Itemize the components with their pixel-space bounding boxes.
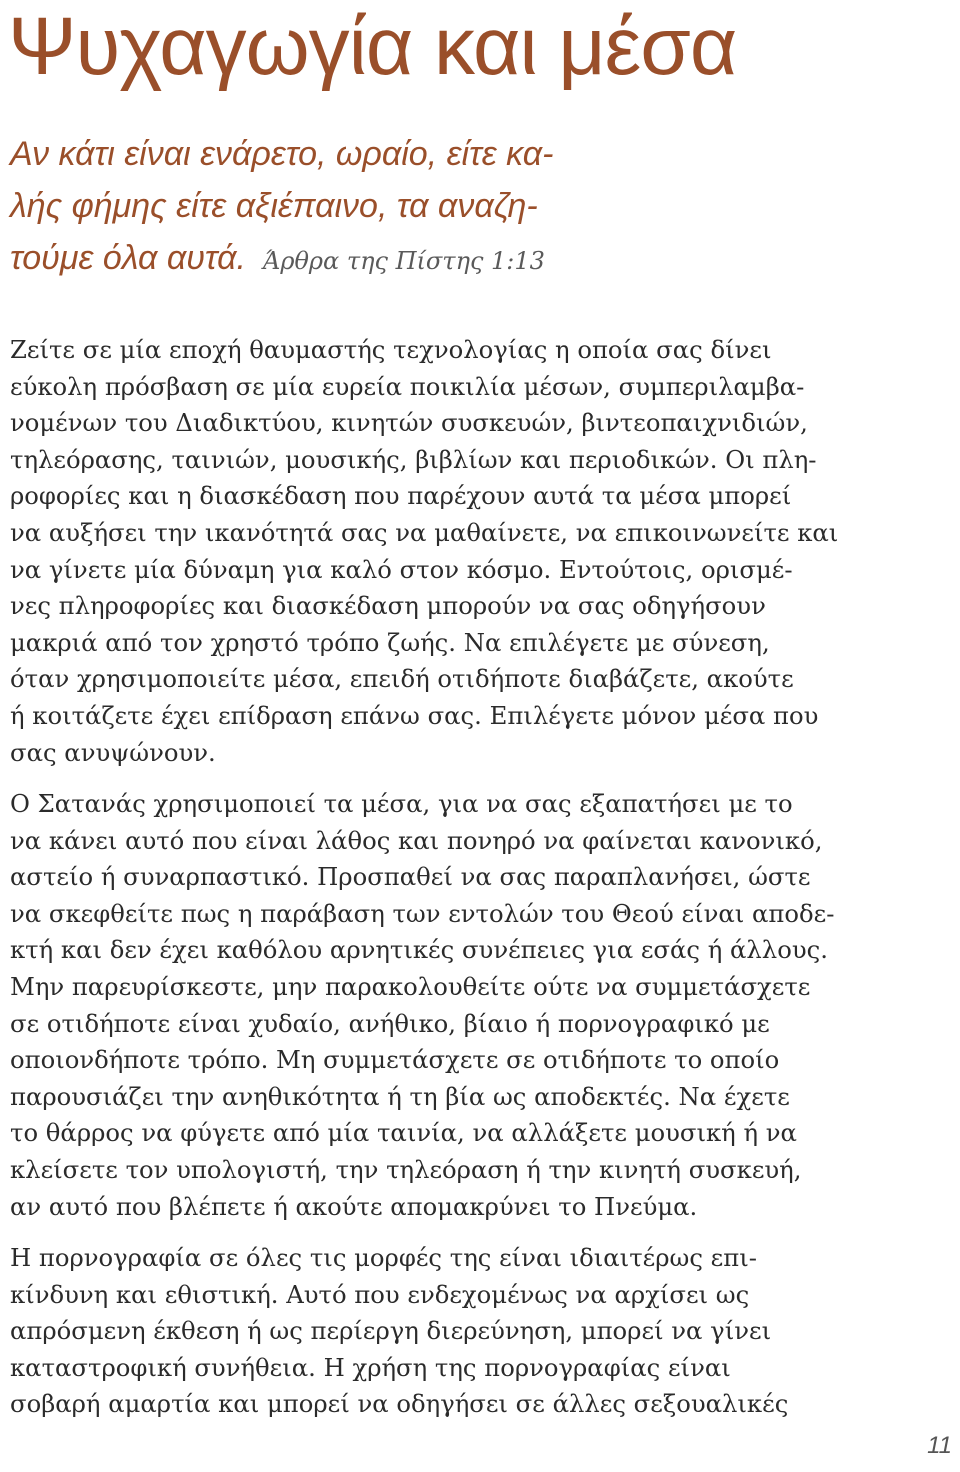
text-line: ροφορίες και η διασκέδαση που παρέχουν αυτά τα μέσα μπορεί [10,481,792,511]
text-line: απρόσμενη έκθεση ή ως περίεργη διερεύνηση, μπορεί να γίνει [10,1316,772,1346]
text-line: να κάνει αυτό που είναι λάθος και πονηρό να φαίνεται κανονικό, [10,825,823,855]
scripture-reference: Άρθρα της Πίστης 1:13 [263,247,545,275]
text-line: σε οτιδήποτε είναι χυδαίο, ανήθικο, βίαιο ή πορνογραφικό με [10,1008,770,1038]
text-line: να αυξήσει την ικανότητά σας να μαθαίνετε, να επικοινωνείτε και [10,517,839,547]
epigraph-last-line [10,232,710,287]
text-line: να γίνετε μία δύναμη για καλό στον κόσμο. Εντούτοις, ορισμέ- [10,554,793,584]
text-line: νες πληροφορίες και διασκέδαση μπορούν να σας οδηγήσουν [10,591,766,621]
body-paragraph-3 [10,1240,950,1423]
body-paragraph-1 [10,332,950,771]
text-line: κίνδυνη και εθιστική. Αυτό που ενδεχομένως να αρχίσει ως [10,1279,750,1309]
text-line: ή κοιτάζετε έχει επίδραση επάνω σας. Επιλέγετε μόνον μέσα που [10,700,819,730]
text-line: Ζείτε σε μία εποχή θαυμαστής τεχνολογίας η οποία σας δίνει [10,335,772,364]
text-line: Μην παρευρίσκεστε, μην παρακολουθείτε ούτε να συμμετάσχετε [10,971,811,1001]
text-line: παρουσιάζει την ανηθικότητα ή τη βία ως αποδεκτές. Να έχετε [10,1081,790,1111]
page-number: 11 [927,1432,952,1459]
text-line: όταν χρησιμοποιείτε μέσα, επειδή οτιδήποτε διαβάζετε, ακούτε [10,664,794,694]
text-line: σοβαρή αμαρτία και μπορεί να οδηγήσει σε άλλες σεξουαλικές [10,1389,789,1419]
text-line: οποιονδήποτε τρόπο. Μη συμμετάσχετε σε οτιδήποτε το οποίο [10,1045,780,1075]
text-line: το θάρρος να φύγετε από μία ταινία, να αλλάξετε μουσική ή να [10,1118,797,1148]
text-line: σας ανυψώνουν. [10,737,216,767]
epigraph-quote-line: λής φήμης είτε αξιέπαινο, τα αναζη- [10,187,538,225]
text-line: αν αυτό που βλέπετε ή ακούτε απομακρύνει το Πνεύμα. [10,1191,698,1221]
text-line: αστείο ή συναρπαστικό. Προσπαθεί να σας παραπλανήσει, ώστε [10,862,811,892]
text-line: να σκεφθείτε πως η παράβαση των εντολών του Θεού είναι αποδε- [10,898,835,928]
text-line: εύκολη πρόσβαση σε μία ευρεία ποικιλία μέσων, συμπεριλαμβα- [10,371,805,401]
text-line: καταστροφική συνήθεια. Η χρήση της πορνογραφίας είναι [10,1352,731,1382]
text-line: Η πορνογραφία σε όλες τις μορφές της είναι ιδιαιτέρως επι- [10,1243,757,1272]
text-line: μακριά από τον χρηστό τρόπο ζωής. Να επιλέγετε με σύνεση, [10,627,770,657]
body-paragraph-2 [10,786,950,1225]
page-title: Ψυχαγωγία και μέσα [8,1,737,92]
epigraph-quote-line: Αν κάτι είναι ενάρετο, ωραίο, είτε κα- [10,135,554,173]
epigraph [10,128,710,287]
epigraph-quote-line: τούμε όλα αυτά. [10,239,247,277]
text-line: Ο Σατανάς χρησιμοποιεί τα μέσα, για να σας εξαπατήσει με το [10,789,793,818]
text-line: κλείσετε τον υπολογιστή, την τηλεόραση ή την κινητή συσκευή, [10,1154,802,1184]
text-line: τηλεόρασης, ταινιών, μουσικής, βιβλίων και περιοδικών. Οι πλη- [10,444,817,474]
text-line: νομένων του Διαδικτύου, κινητών συσκευών, βιντεοπαιχνιδιών, [10,408,808,438]
text-line: κτή και δεν έχει καθόλου αρνητικές συνέπειες για εσάς ή άλλους. [10,935,828,965]
